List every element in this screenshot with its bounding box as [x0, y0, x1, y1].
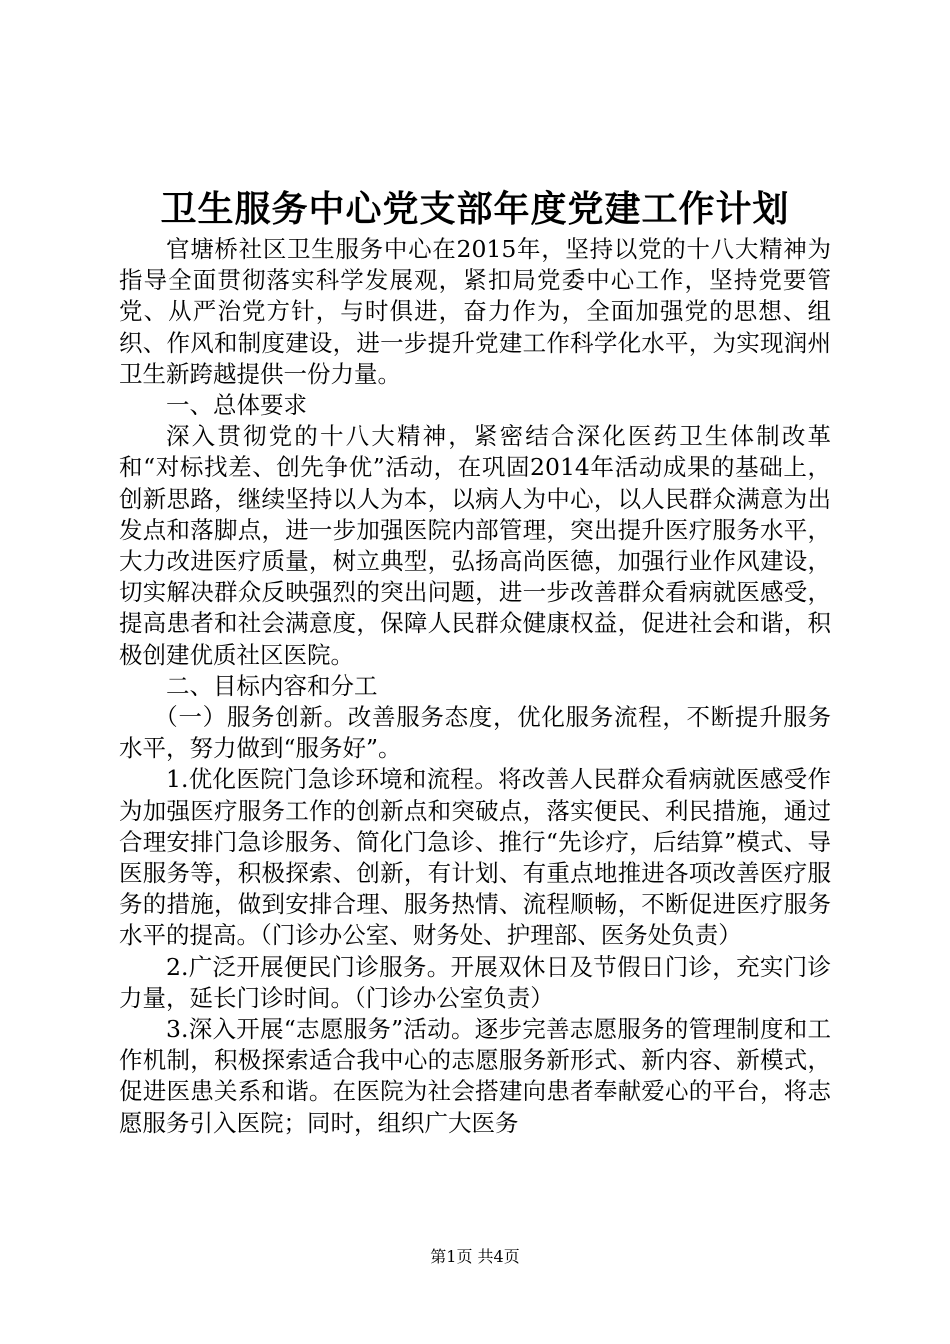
intro-paragraph: 官塘桥社区卫生服务中心在2015年，坚持以党的十八大精神为指导全面贯彻落实科学发展观，紧扣局党委中心工作，坚持党要管党、从严治党方针，与时俱进，奋力作为，全面加强党的思想、组织、作风和制度建设，进一步提升党建工作科学化水平，为实现润州卫生新跨越提供一份力量。 — [119, 235, 831, 388]
item-2-paragraph: 2.广泛开展便民门诊服务。开展双休日及节假日门诊，充实门诊力量，延长门诊时间。（门诊办公室负责） — [119, 952, 831, 1012]
item-1-paragraph: 1.优化医院门急诊环境和流程。将改善人民群众看病就医感受作为加强医疗服务工作的创新点和突破点，落实便民、利民措施，通过合理安排门急诊服务、简化门急诊、推行“先诊疗，后结算”模式、导医服务等，积极探索、创新，有计划、有重点地推进各项改善医疗服务的措施，做到安排合理、服务热情、流程顺畅，不断促进医疗服务水平的提高。（门诊办公室、财务处、护理部、医务处负责） — [119, 765, 831, 950]
item-3-paragraph: 3.深入开展“志愿服务”活动。逐步完善志愿服务的管理制度和工作机制，积极探索适合我中心的志愿服务新形式、新内容、新模式，促进医患关系和谐。在医院为社会搭建向患者奉献爱心的平台，将志愿服务引入医院；同时，组织广大医务 — [119, 1015, 831, 1137]
section-heading-general-requirements: 一、总体要求 — [166, 391, 307, 420]
page-number-footer: 第1页 共4页 — [430, 1247, 520, 1266]
section-heading-goals-and-division: 二、目标内容和分工 — [166, 671, 378, 700]
document-title: 卫生服务中心党支部年度党建工作计划 — [160, 188, 790, 230]
service-innovation-paragraph: （一）服务创新。改善服务态度，优化服务流程，不断提升服务水平，努力做到“服务好”。 — [119, 703, 831, 763]
document-body — [119, 234, 831, 1139]
general-requirements-paragraph: 深入贯彻党的十八大精神，紧密结合深化医药卫生体制改革和“对标找差、创先争优”活动，在巩固2014年活动成果的基础上，创新思路，继续坚持以人为本，以病人为中心，以人民群众满意为出发点和落脚点，进一步加强医院内部管理，突出提升医疗服务水平，大力改进医疗质量，树立典型，弘扬高尚医德，加强行业作风建设，切实解决群众反映强烈的突出问题，进一步改善群众看病就医感受，提高患者和社会满意度，保障人民群众健康权益，促进社会和谐，积极创建优质社区医院。 — [119, 422, 831, 669]
